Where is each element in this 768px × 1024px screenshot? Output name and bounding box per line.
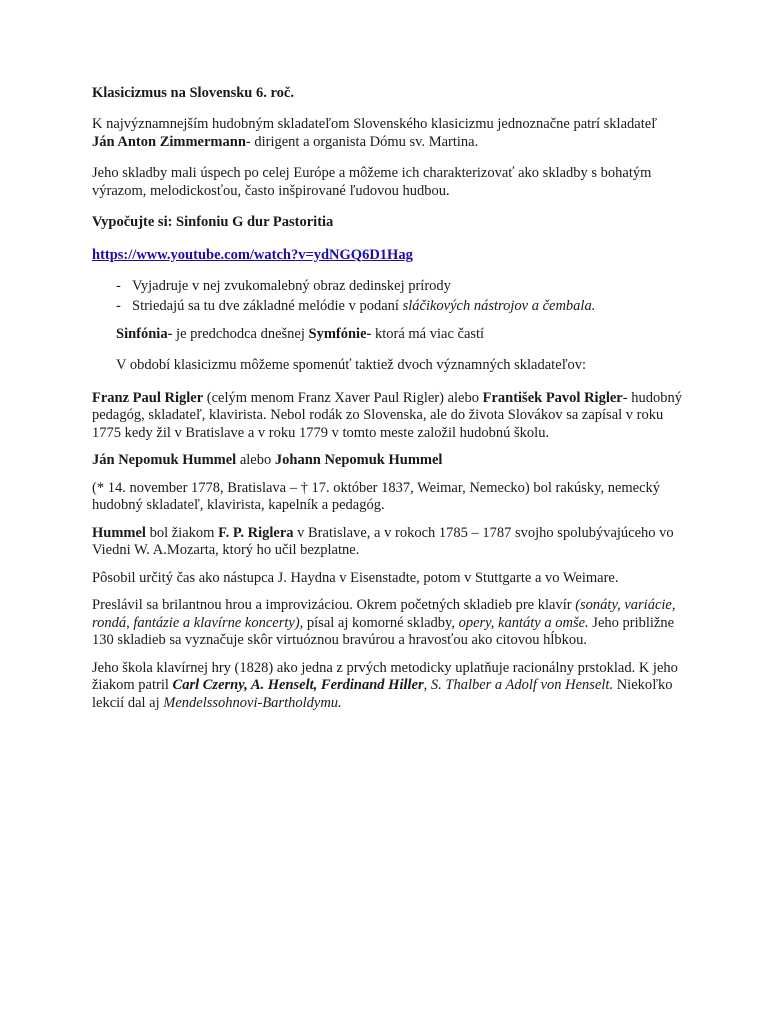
- paragraph-hummel-dates: (* 14. november 1778, Bratislava – † 17. október 1837, Weimar, Nemecko) bol rakúsky, nemecký hudobný skladateľ, klavirista, kapelník a pedagóg.: [92, 479, 661, 513]
- text: bol žiakom: [145, 524, 219, 541]
- paragraph-rigler: [92, 390, 682, 443]
- name-rigler-sk: František Pavol Rigler: [482, 389, 623, 406]
- paragraph-preslavil: [92, 597, 682, 650]
- students-bold-italic: Carl Czerny, A. Henselt, Ferdinand Hiller: [172, 677, 424, 693]
- text: je predchodca dnešnej: [172, 325, 309, 342]
- paragraph-hummel-student: [92, 525, 682, 560]
- italic-text: (sonáty, variácie, rondá, fantázie a klavírne koncerty),: [92, 597, 676, 631]
- list-item: [92, 296, 682, 316]
- text: Preslávil sa brilantnou hrou a improvizáciou. Okrem početných skladieb pre klavír: [92, 597, 576, 613]
- text: písal aj komorné skladby,: [303, 614, 459, 631]
- list-item-text: Vyjadruje v nej zvukomalebný obraz dedinskej prírody: [132, 277, 451, 294]
- paragraph-skola: [92, 660, 682, 713]
- text: - dirigent a organista Dómu sv. Martina.: [245, 133, 479, 150]
- italic-text: opery, kantáty a omše.: [458, 614, 589, 631]
- dash-bullet: -: [116, 277, 121, 294]
- term-symfonia: Symfónie-: [308, 325, 372, 342]
- text: Jeho približne 130 skladieb sa vyznačuje skôr virtuóznou bravúrou a hravosťou ako citovou hĺbkou.: [92, 614, 675, 648]
- paragraph-sinfonia: [116, 326, 682, 344]
- document-title: Klasicizmus na Slovensku 6. roč.: [92, 85, 294, 101]
- text: Niekoľko lekcií dal aj: [92, 677, 673, 711]
- list-item-italic: sláčikových nástrojov a čembala.: [402, 297, 596, 314]
- term-sinfonia: Sinfónia-: [116, 325, 173, 342]
- paragraph-skladby: Jeho skladby mali úspech po celej Európe a môžeme ich charakterizovať ako skladby s bohatým výrazom, melodickosťou, často inšpirované ľudovou hudbou.: [92, 165, 652, 199]
- italic-text: S. Thalber a Adolf von Henselt.: [430, 677, 614, 693]
- name-hummel: Ján Nepomuk Hummel: [92, 452, 237, 468]
- text: K najvýznamnejším hudobným skladateľom Slovenského klasicizmu jednoznačne patrí skladateľ: [92, 116, 658, 132]
- list-item: [92, 276, 682, 296]
- name-hummel-de: Johann Nepomuk Hummel: [274, 452, 443, 468]
- paragraph-obdobie: V období klasicizmu môžeme spomenúť taktiež dvoch významných skladateľov:: [116, 357, 587, 373]
- list-item-text: Striedajú sa tu dve základné melódie v podaní: [132, 297, 403, 314]
- listen-heading: Vypočujte si: Sinfoniu G dur Pastoritia: [92, 214, 334, 230]
- youtube-link[interactable]: https://www.youtube.com/watch?v=ydNGQ6D1Hag: [92, 246, 413, 263]
- dash-bullet: -: [116, 297, 121, 314]
- document-page: [92, 84, 682, 712]
- paragraph-posobil: Pôsobil určitý čas ako nástupca J. Haydna v Eisenstadte, potom v Stuttgarte a vo Weimare.: [92, 569, 619, 586]
- name-zimmermann: Ján Anton Zimmermann: [92, 133, 246, 150]
- text: - hudobný pedagóg, skladateľ, klavirista. Nebol rodák zo Slovenska, ale do života Slovákov sa zapísal v roku 1775 kedy žil v Bratislave a v roku 1779 v tomto meste založil hudobnú školu.: [92, 389, 682, 441]
- name-rigler: Franz Paul Rigler: [92, 389, 204, 406]
- bullet-list: [92, 276, 682, 316]
- text: alebo: [236, 452, 275, 468]
- hummel-heading: [92, 452, 682, 470]
- italic-text: Mendelssohnovi-Bartholdymu.: [163, 694, 342, 711]
- name-hummel-short: Hummel: [92, 524, 146, 541]
- paragraph-zimmermann: [92, 116, 682, 151]
- text: ktorá má viac častí: [371, 325, 485, 342]
- text: v Bratislave, a v rokoch 1785 – 1787 svojho spolubývajúceho vo Viedni W. A.Mozarta, ktorý ho učil bezplatne.: [92, 524, 674, 558]
- text: (celým menom Franz Xaver Paul Rigler) alebo: [203, 389, 483, 406]
- name-riglera: F. P. Riglera: [218, 524, 294, 541]
- text: Jeho škola klavírnej hry (1828) ako jedna z prvých metodicky uplatňuje racionálny prstoklad. K jeho žiakom patril: [92, 659, 678, 693]
- text: ,: [423, 677, 431, 693]
